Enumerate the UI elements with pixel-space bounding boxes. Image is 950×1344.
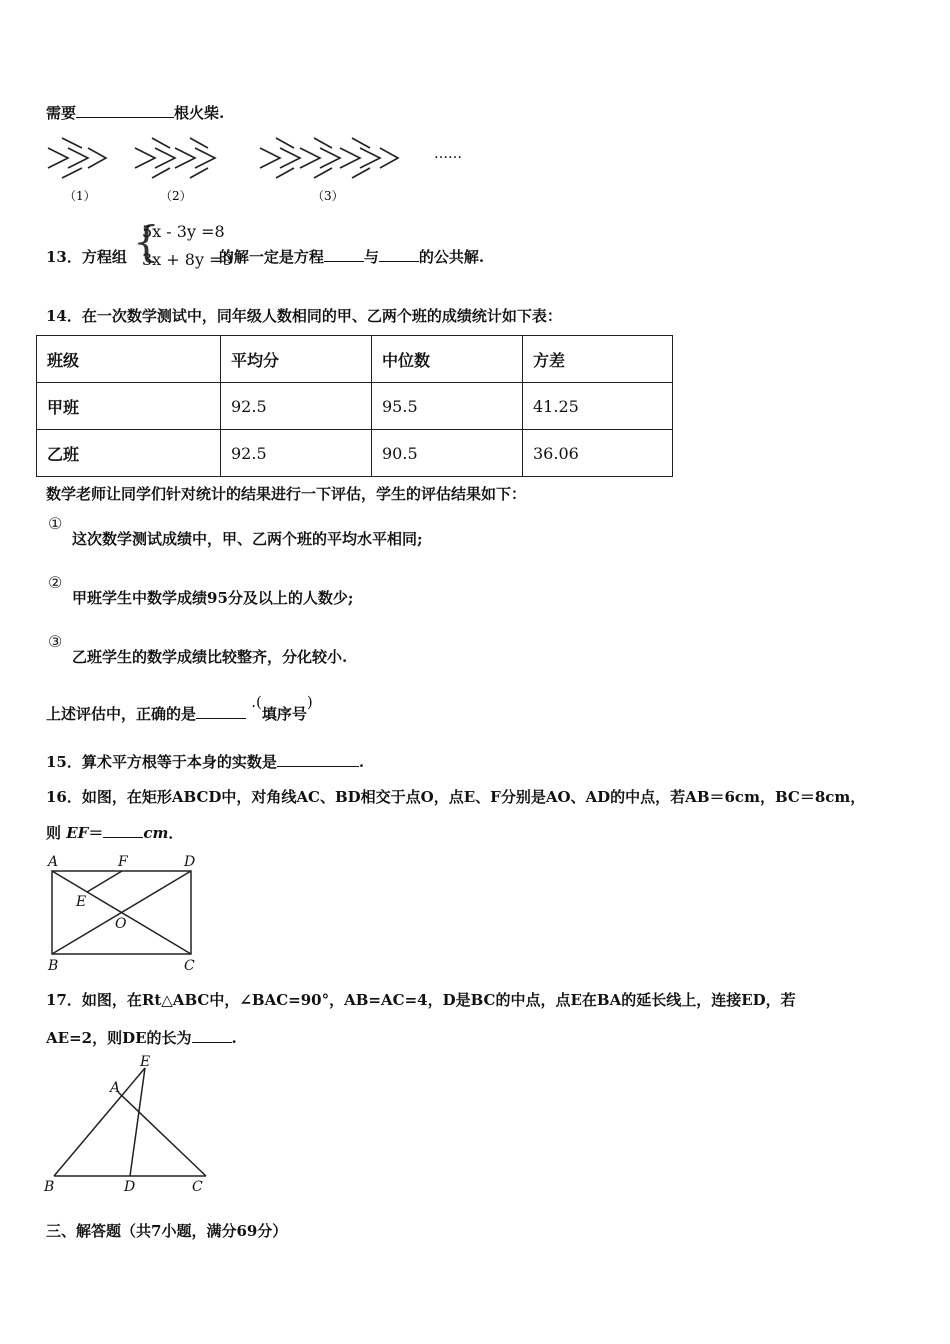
q17-end: . [231, 1029, 237, 1047]
table-row [37, 430, 673, 477]
label-C: C [192, 1179, 203, 1195]
q16-end: ． [168, 824, 184, 842]
item-text-2: 甲班学生中数学成绩95分及以上的人数少; [72, 589, 354, 607]
item-mark-1: ① [48, 514, 63, 533]
q13-blank-2[interactable] [379, 247, 419, 262]
label-D: D [184, 854, 196, 870]
label-C: C [184, 958, 195, 974]
q14-paren-close: ) [306, 693, 313, 711]
triangle-figure [40, 1052, 220, 1197]
label-B: B [48, 958, 59, 974]
segment-ba-extended [54, 1068, 145, 1176]
label-A: A [110, 1080, 121, 1096]
item-text-1: 这次数学测试成绩中，甲、乙两个班的平均水平相同; [72, 530, 423, 548]
q14-evaluation-intro: 数学老师让同学们针对统计的结果进行一下评估，学生的评估结果如下： [46, 485, 527, 503]
match-figure-2 [135, 138, 215, 178]
label-E: E [140, 1054, 151, 1070]
table-header-cell: 中位数 [372, 336, 523, 383]
q14-answer-line [46, 693, 313, 724]
q14-answer-hint: 填序号 [261, 705, 307, 723]
item-mark-3: ③ [48, 632, 63, 651]
table-header-cell: 平均分 [221, 336, 372, 383]
q13-text-end: 的公共解. [418, 248, 485, 266]
section3-title: 三、解答题（共7小题，满分69分） [46, 1222, 288, 1240]
q16-line1: 16．如图，在矩形ABCD中，对角线AC、BD相交于点O，点E、F分别是AO、AD的中点，若AB＝6cm，BC＝8cm， [46, 788, 866, 806]
table-header-cell: 方差 [523, 336, 673, 383]
equation-brace: { [133, 217, 160, 266]
table-cell: 甲班 [37, 383, 221, 430]
match-figure-1 [48, 138, 106, 178]
label-B: B [44, 1179, 55, 1195]
q16-answer-blank[interactable] [103, 823, 143, 838]
table-cell: 90.5 [372, 430, 523, 477]
ellipsis: …… [434, 146, 462, 162]
q13-eq1: 5x - 3y =8 [142, 222, 225, 241]
item-mark-2: ② [48, 573, 63, 592]
q17-line2-pre: AE=2，则DE的长为 [46, 1029, 192, 1047]
q17-line1: 17．如图，在Rt△ABC中，∠BAC=90°，AB=AC=4，D是BC的中点，点E在BA的延长线上，连接ED，若 [46, 991, 796, 1009]
table-cell: 41.25 [523, 383, 673, 430]
table-header-row [37, 336, 673, 383]
q17-line2 [46, 1027, 237, 1048]
table-cell: 92.5 [221, 383, 372, 430]
item-text-3: 乙班学生的数学成绩比较整齐，分化较小. [72, 648, 348, 666]
table-cell: 92.5 [221, 430, 372, 477]
q16-line2-pre: 则 [46, 824, 62, 842]
q14-intro: 14．在一次数学测试中，同年级人数相同的甲、乙两个班的成绩统计如下表： [46, 307, 562, 325]
q13-blank-1[interactable] [324, 247, 364, 262]
q16-line2 [46, 822, 183, 843]
label-A: A [48, 854, 59, 870]
table-row [37, 383, 673, 430]
label-F: F [118, 854, 128, 870]
q16-unit: cm [143, 824, 169, 842]
q12-text-before: 需要 [46, 104, 77, 122]
label-O: O [115, 916, 127, 932]
q16-ef: EF [66, 824, 89, 842]
q13-line [46, 246, 484, 267]
table-header-cell: 班级 [37, 336, 221, 383]
q15-end: . [358, 753, 365, 771]
table-cell: 36.06 [523, 430, 673, 477]
q14-paren-open: .( [251, 693, 262, 711]
q15-text: 15．算术平方根等于本身的实数是 [46, 753, 277, 771]
q14-answer-prompt: 上述评估中，正确的是 [46, 705, 197, 723]
matchstick-figures [40, 130, 480, 210]
q13-eq2: 3x + 8y =9 [142, 250, 233, 269]
q13-text-mid: 的解一定是方程 [218, 248, 324, 266]
q17-answer-blank[interactable] [192, 1028, 232, 1043]
segment-ef [87, 871, 122, 892]
q14-answer-blank[interactable] [196, 704, 246, 719]
stats-table [36, 335, 673, 477]
figure-label-2: （2） [160, 189, 192, 203]
q16-eq: ＝ [88, 824, 104, 842]
q13-num: 13．方程组 [46, 248, 127, 266]
q15-answer-blank[interactable] [277, 752, 359, 767]
figure-label-1: （1） [64, 189, 96, 203]
label-D: D [124, 1179, 136, 1195]
q12-line [46, 102, 224, 123]
q12-text-after: 根火柴. [174, 104, 225, 122]
q15-line [46, 751, 364, 772]
rectangle-figure [42, 850, 212, 975]
label-E: E [76, 894, 87, 910]
q13-text-and: 与 [363, 248, 379, 266]
figure-label-3: （3） [312, 189, 344, 203]
match-figure-3 [260, 138, 398, 178]
table-cell: 95.5 [372, 383, 523, 430]
q12-answer-blank[interactable] [76, 103, 174, 118]
table-cell: 乙班 [37, 430, 221, 477]
